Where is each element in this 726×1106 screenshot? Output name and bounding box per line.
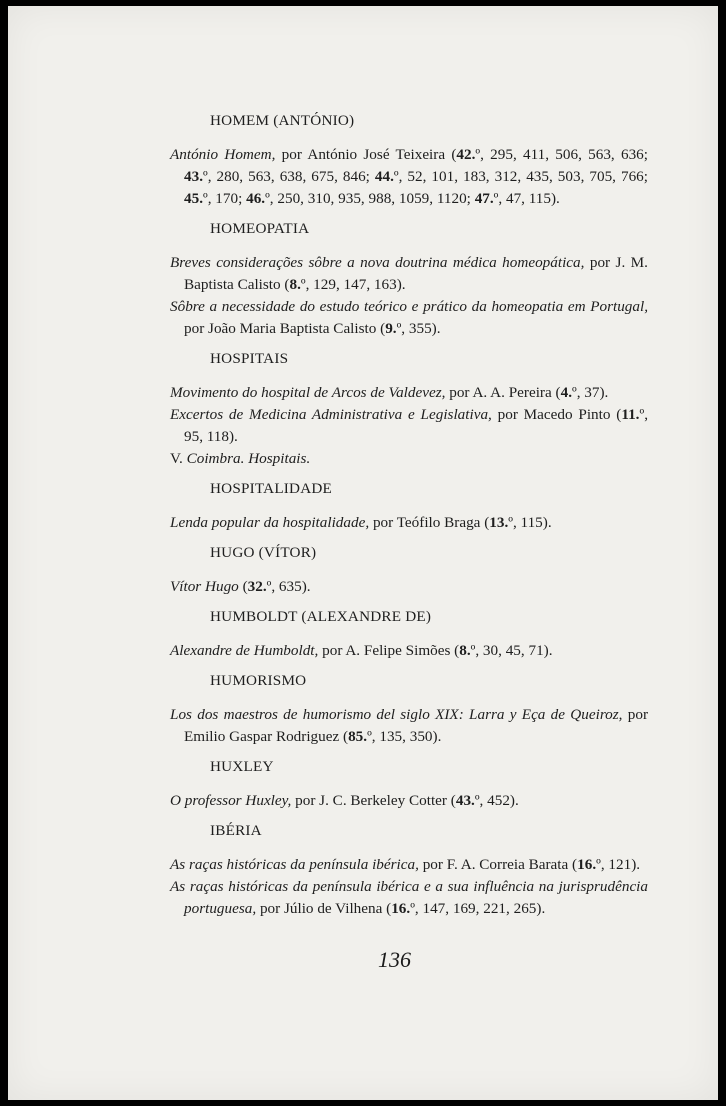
volume-number: 4.: [560, 384, 572, 401]
entry-title: Lenda popular da hospitalidade,: [170, 514, 370, 531]
volume-number: 44.: [374, 168, 394, 185]
bibliography-entry: [170, 576, 648, 598]
volume-number: 45.: [184, 190, 203, 207]
index-section: [170, 542, 648, 598]
entry-text: º, 635).: [266, 578, 311, 595]
index-section: [170, 756, 648, 812]
entry-text: º, 280, 563, 638, 675, 846;: [202, 168, 375, 185]
entry-text: por J. C. Berkeley Cotter (: [291, 792, 456, 809]
entry-title: Alexandre de Humboldt,: [170, 642, 319, 659]
entry-text: por J. M. Baptista Calisto (: [184, 254, 648, 293]
volume-number: 9.: [385, 320, 397, 337]
entry-text: º, 52, 101, 183, 312, 435, 503, 705, 766;: [393, 168, 648, 185]
entry-text: por Macedo Pinto (: [491, 406, 622, 423]
entry-text: por Teófilo Braga (: [369, 514, 490, 531]
index-section: [170, 348, 648, 470]
volume-number: 8.: [459, 642, 471, 659]
section-heading: HOMEM (ANTÓNIO): [210, 112, 355, 129]
entry-text: º, 147, 169, 221, 265).: [410, 900, 546, 917]
volume-number: 16.: [391, 900, 411, 917]
volume-number: 42.: [456, 146, 476, 163]
bibliography-entry: [170, 382, 648, 404]
entry-text: º, 135, 350).: [367, 728, 442, 745]
volume-number: 43.: [184, 168, 203, 185]
entry-text: º, 295, 411, 506, 563, 636;: [475, 146, 648, 163]
entry-text: º, 250, 310, 935, 988, 1059, 1120;: [265, 190, 475, 207]
entry-title: Breves considerações sôbre a nova doutrina médica homeopática,: [170, 254, 585, 271]
bibliography-entry: [170, 704, 648, 748]
entry-text: º, 95, 118).: [184, 406, 648, 445]
bibliography-entry: [170, 448, 648, 470]
volume-number: 32.: [247, 578, 267, 595]
bibliography-entry: [170, 404, 648, 448]
bibliography-entry: [170, 296, 648, 340]
entry-text: º, 30, 45, 71).: [470, 642, 553, 659]
entry-title: Excertos de Medicina Administrativa e Legislativa,: [170, 406, 492, 423]
document-page: [8, 6, 718, 1100]
section-heading: HOSPITALIDADE: [210, 480, 333, 497]
index-section: [170, 606, 648, 662]
entry-title: António Homem,: [170, 146, 276, 163]
index-section: [170, 478, 648, 534]
volume-number: 8.: [289, 276, 301, 293]
entry-text: por A. A. Pereira (: [445, 384, 561, 401]
entry-title: As raças históricas da península ibérica,: [170, 856, 419, 873]
section-heading: HUXLEY: [210, 758, 274, 775]
entry-text: por Emilio Gaspar Rodriguez (: [184, 706, 648, 745]
entry-text: º, 452).: [474, 792, 519, 809]
volume-number: 46.: [246, 190, 266, 207]
entry-text: º, 115).: [508, 514, 552, 531]
entry-title: Coimbra. Hospitais.: [186, 450, 311, 467]
entry-text: por F. A. Correia Barata (: [418, 856, 578, 873]
entry-text: por João Maria Baptista Calisto (: [184, 320, 386, 337]
entry-text: º, 170;: [202, 190, 247, 207]
bibliography-entry: [170, 512, 648, 534]
section-heading: HUMBOLDT (ALEXANDRE DE): [210, 608, 432, 625]
bibliography-entry: [170, 144, 648, 210]
entry-text: por Júlio de Vilhena (: [256, 900, 392, 917]
section-heading: HOMEOPATIA: [210, 220, 310, 237]
section-heading: HUGO (VÍTOR): [210, 544, 317, 561]
entry-text: por António José Teixeira (: [275, 146, 457, 163]
index-section: [170, 670, 648, 748]
entry-title: Vítor Hugo: [170, 578, 239, 595]
index-section: [170, 820, 648, 920]
entry-text: V.: [170, 450, 187, 467]
bibliography-entry: [170, 790, 648, 812]
volume-number: 11.: [621, 406, 640, 423]
entry-text: (: [238, 578, 248, 595]
volume-number: 13.: [489, 514, 509, 531]
entry-title: O professor Huxley,: [170, 792, 292, 809]
bibliography-entry: [170, 640, 648, 662]
index-section: [170, 110, 648, 210]
entry-text: por A. Felipe Simões (: [318, 642, 460, 659]
entry-title: As raças históricas da península ibérica e a sua influência na jurisprudência portuguesa,: [170, 878, 648, 917]
entry-text: º, 47, 115).: [493, 190, 560, 207]
entry-text: º, 355).: [396, 320, 441, 337]
section-heading: HOSPITAIS: [210, 350, 289, 367]
volume-number: 16.: [577, 856, 597, 873]
bibliography-entry: [170, 854, 648, 876]
section-heading: HUMORISMO: [210, 672, 307, 689]
entry-title: Movimento do hospital de Arcos de Valdevez,: [170, 384, 446, 401]
entry-text: º, 129, 147, 163).: [300, 276, 406, 293]
volume-number: 43.: [455, 792, 475, 809]
bibliography-entry: [170, 252, 648, 296]
section-heading: IBÉRIA: [210, 822, 262, 839]
volume-number: 85.: [348, 728, 368, 745]
page-number: 136: [378, 947, 411, 972]
bibliography-entry: [170, 876, 648, 920]
entry-title: Los dos maestros de humorismo del siglo XIX: Larra y Eça de Queiroz,: [170, 706, 623, 723]
entry-text: º, 37).: [571, 384, 609, 401]
index-content: [170, 110, 648, 920]
entry-title: Sôbre a necessidade do estudo teórico e prático da homeopatia em Portugal,: [170, 298, 648, 315]
entry-text: º, 121).: [596, 856, 641, 873]
volume-number: 47.: [474, 190, 494, 207]
index-section: [170, 218, 648, 340]
